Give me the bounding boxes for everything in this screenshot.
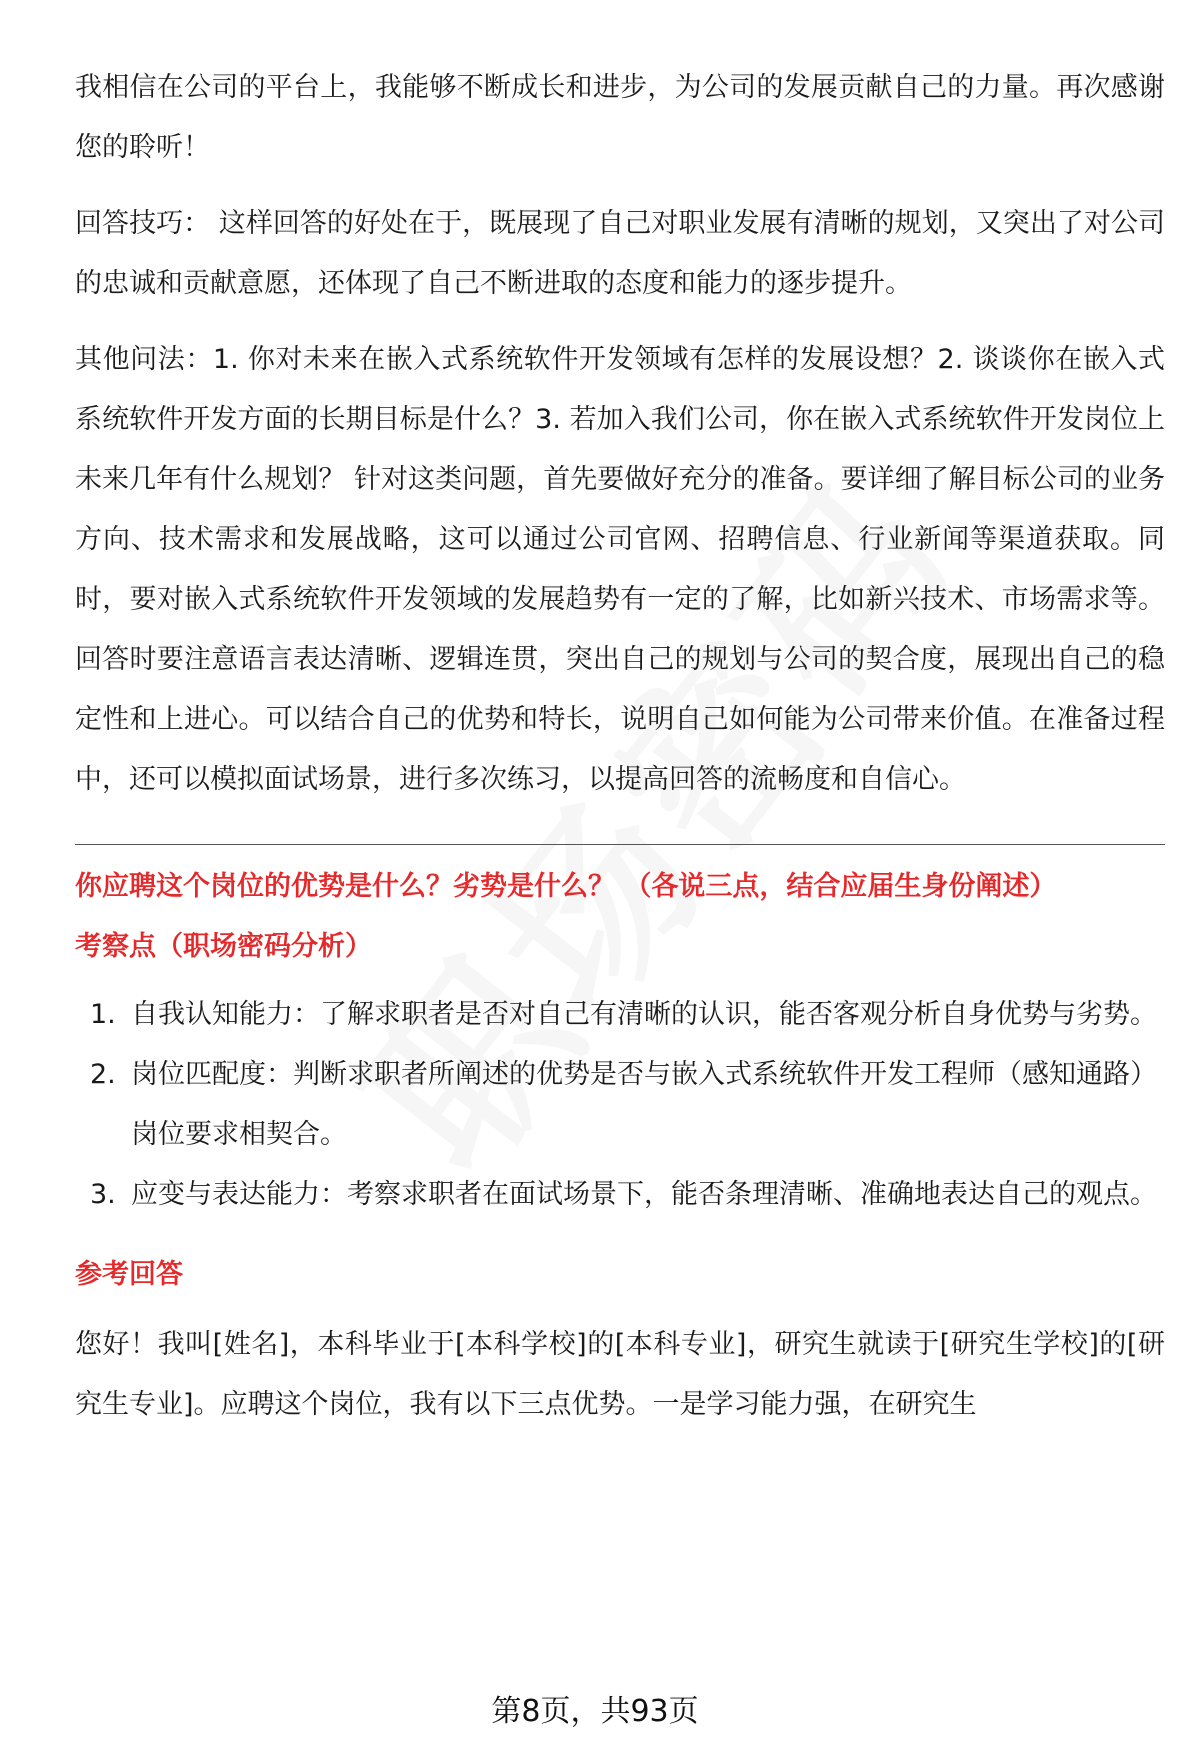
list-item [75, 1045, 1165, 1165]
assessment-points-list [75, 985, 1165, 1225]
list-item-number: 3. [90, 1179, 116, 1210]
list-item-number: 1. [90, 999, 116, 1030]
list-item-text: 应变与表达能力：考察求职者在面试场景下，能否条理清晰、准确地表达自己的观点。 [131, 1179, 1157, 1210]
section-divider [75, 844, 1165, 845]
assessment-heading: 考察点（职场密码分析） [75, 931, 372, 962]
list-item [75, 1165, 1165, 1225]
list-item-text: 自我认知能力：了解求职者是否对自己有清晰的认识，能否客观分析自身优势与劣势。 [131, 999, 1157, 1030]
answer-tips-paragraph: 回答技巧： 这样回答的好处在于，既展现了自己对职业发展有清晰的规划，又突出了对公司的忠诚和贡献意愿，还体现了自己不断进取的态度和能力的逐步提升。 [75, 208, 1165, 299]
other-questions-paragraph: 其他问法：1. 你对未来在嵌入式系统软件开发领域有怎样的发展设想？2. 谈谈你在嵌入式系统软件开发方面的长期目标是什么？3. 若加入我们公司，你在嵌入式系统软件开发岗位上未来几年有什么规划？ 针对这类问题，首先要做好充分的准备。要详细了解目标公司的业务方向、技术需求和发展战略，这可以通过公司官网、招聘信息、行业新闻等渠道获取。同时，要对嵌入式系统软件开发领域的发展趋势有一定的了解，比如新兴技术、市场需求等。 回答时要注意语言表达清晰、逻辑连贯，突出自己的规划与公司的契合度，展现出自己的稳定性和上进心。可以结合自己的优势和特长，说明自己如何能为公司带来价值。在准备过程中，还可以模拟面试场景，进行多次练习，以提高回答的流畅度和自信心。 [75, 344, 1165, 795]
reference-answer-paragraph: 您好！我叫[姓名]，本科毕业于[本科学校]的[本科专业]，研究生就读于[研究生学校]的[研究生专业]。应聘这个岗位，我有以下三点优势。一是学习能力强，在研究生 [75, 1329, 1165, 1420]
list-item-text: 岗位匹配度：判断求职者所阐述的优势是否与嵌入式系统软件开发工程师（感知通路）岗位要求相契合。 [131, 1059, 1157, 1150]
page-number: 第8页，共93页 [491, 1694, 699, 1729]
question-heading: 你应聘这个岗位的优势是什么？劣势是什么？ （各说三点，结合应届生身份阐述） [75, 871, 1057, 902]
page-content [75, 58, 1165, 1435]
closing-paragraph: 我相信在公司的平台上，我能够不断成长和进步，为公司的发展贡献自己的力量。再次感谢您的聆听！ [75, 72, 1165, 163]
list-item-number: 2. [90, 1059, 116, 1090]
list-item [75, 985, 1165, 1045]
reference-answer-heading: 参考回答 [75, 1259, 183, 1290]
